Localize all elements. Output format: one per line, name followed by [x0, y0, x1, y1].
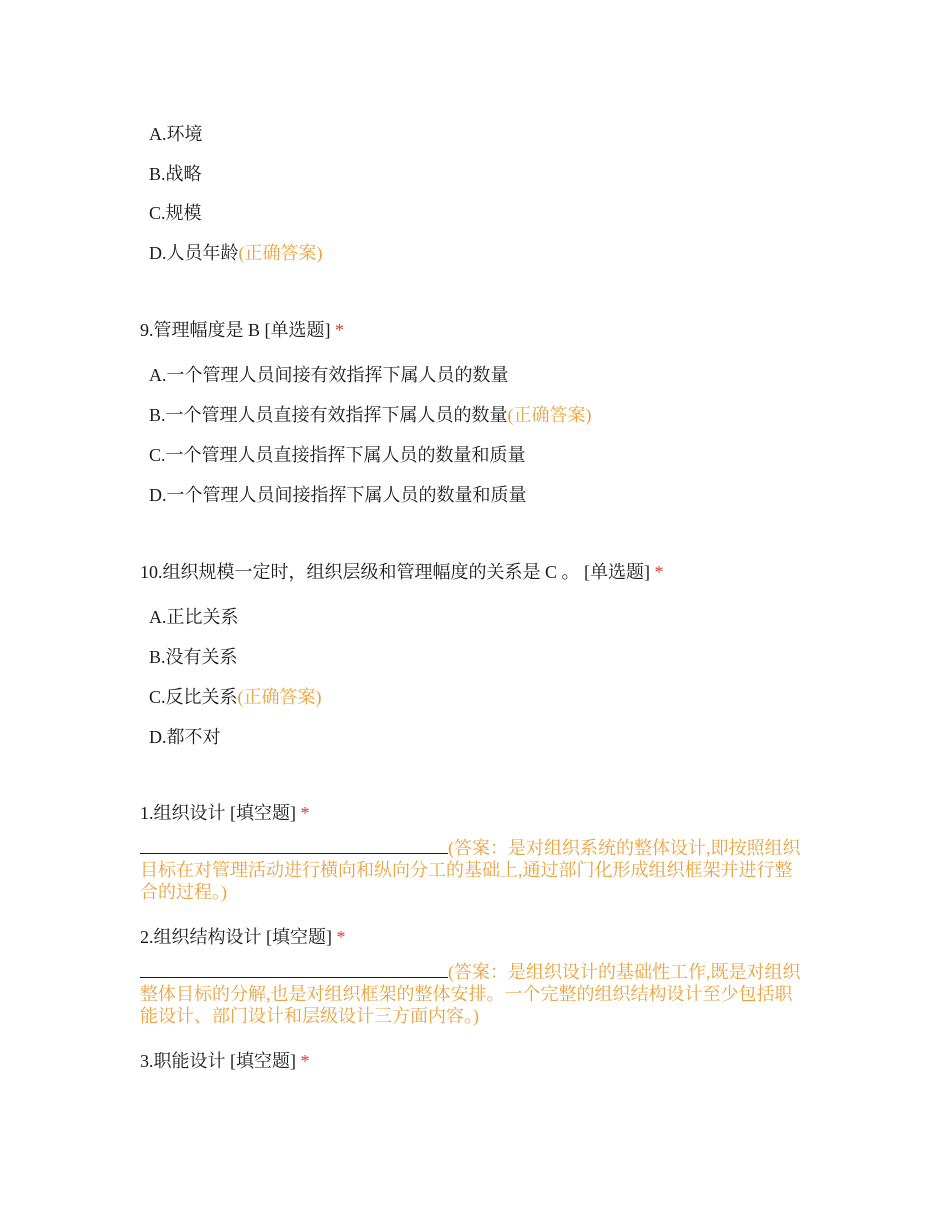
question-text: 2.组织结构设计 [填空题]	[140, 927, 337, 947]
option-label: C.规模	[149, 203, 202, 223]
fill1-title	[140, 801, 310, 825]
fill2-answer-block	[140, 960, 805, 1027]
question-text: 3.职能设计 [填空题]	[140, 1051, 301, 1071]
option-label: D.人员年龄	[149, 243, 239, 263]
q9-option-a	[149, 363, 509, 387]
fill2-answer: (答案：是组织设计的基础性工作,既是对组织整体目标的分解,也是对组织框架的整体安排。一个完整的组织结构设计至少包括职能设计、部门设计和层级设计三方面内容。)	[140, 962, 801, 1026]
option-label: A.环境	[149, 124, 203, 144]
q10-title	[140, 560, 664, 584]
correct-answer-mark: (正确答案)	[507, 405, 592, 425]
option-label: D.都不对	[149, 727, 221, 747]
question-text: 1.组织设计 [填空题]	[140, 803, 301, 823]
option-label: B.没有关系	[149, 647, 238, 667]
required-mark: *	[654, 562, 664, 582]
fill3-title	[140, 1049, 310, 1073]
option-label: C.一个管理人员直接指挥下属人员的数量和质量	[149, 445, 526, 465]
q8-option-a	[149, 122, 203, 146]
correct-answer-mark: (正确答案)	[238, 243, 323, 263]
option-label: A.正比关系	[149, 607, 239, 627]
q9-title	[140, 318, 344, 342]
required-mark: *	[335, 320, 344, 340]
fill2-blank[interactable]	[140, 960, 448, 978]
option-label: A.一个管理人员间接有效指挥下属人员的数量	[149, 365, 509, 385]
question-text: 9.管理幅度是 B [单选题]	[140, 320, 335, 340]
option-label: B.战略	[149, 164, 202, 184]
option-label: B.一个管理人员直接有效指挥下属人员的数量	[149, 405, 508, 425]
correct-answer-mark: (正确答案)	[237, 687, 322, 707]
option-label: C.反比关系	[149, 687, 238, 707]
q10-option-b	[149, 645, 238, 669]
q10-option-d	[149, 725, 221, 749]
option-label: D.一个管理人员间接指挥下属人员的数量和质量	[149, 485, 527, 505]
required-mark: *	[336, 927, 346, 947]
q9-option-c	[149, 443, 526, 467]
required-mark: *	[300, 1051, 310, 1071]
q10-option-c	[149, 685, 322, 709]
fill2-title	[140, 925, 346, 949]
q9-option-b	[149, 403, 592, 427]
q10-option-a	[149, 605, 239, 629]
required-mark: *	[300, 803, 310, 823]
q8-option-c	[149, 201, 202, 225]
q8-option-b	[149, 162, 202, 186]
fill1-answer-block	[140, 836, 805, 903]
question-text: 10.组织规模一定时，组织层级和管理幅度的关系是 C 。 [单选题]	[140, 562, 655, 582]
q9-option-d	[149, 483, 527, 507]
q8-option-d	[149, 241, 323, 265]
fill1-blank[interactable]	[140, 836, 448, 854]
fill1-answer: (答案：是对组织系统的整体设计,即按照组织目标在对管理活动进行横向和纵向分工的基础上,通过部门化形成组织框架并进行整合的过程。)	[140, 838, 801, 902]
